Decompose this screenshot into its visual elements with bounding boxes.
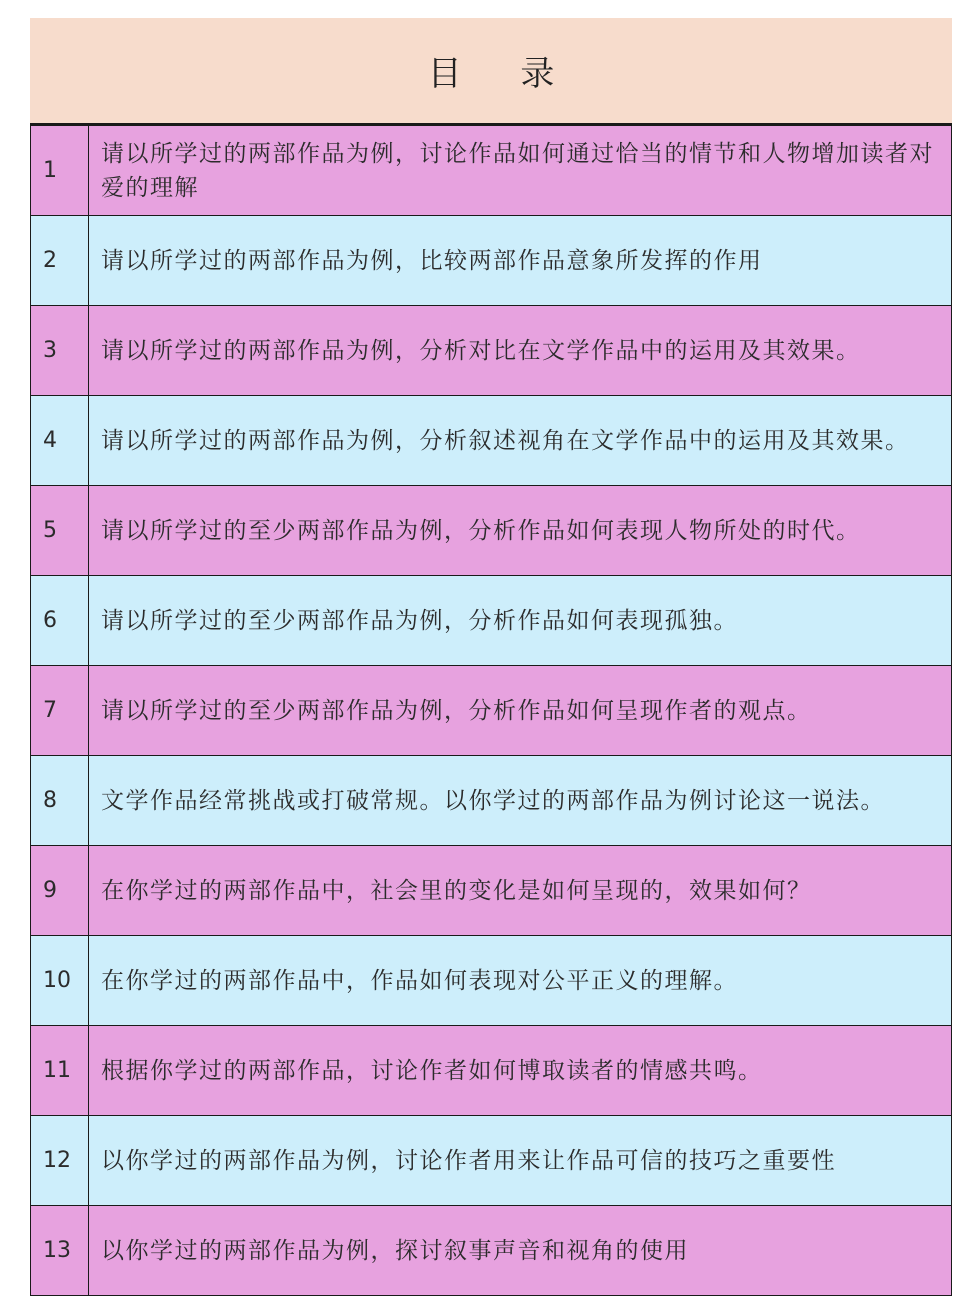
table-row xyxy=(31,1116,952,1206)
row-number: 5 xyxy=(31,486,89,576)
row-number: 6 xyxy=(31,576,89,666)
toc-header xyxy=(30,18,952,125)
row-number: 13 xyxy=(31,1206,89,1296)
table-row xyxy=(31,1026,952,1116)
table-row xyxy=(31,756,952,846)
row-number: 3 xyxy=(31,306,89,396)
toc-sheet xyxy=(30,18,952,1302)
row-text: 请以所学过的两部作品为例，分析叙述视角在文学作品中的运用及其效果。 xyxy=(89,396,952,486)
table-row xyxy=(31,1206,952,1296)
row-text: 请以所学过的至少两部作品为例，分析作品如何呈现作者的观点。 xyxy=(89,666,952,756)
row-text: 请以所学过的至少两部作品为例，分析作品如何表现人物所处的时代。 xyxy=(89,486,952,576)
table-row xyxy=(31,216,952,306)
row-number: 4 xyxy=(31,396,89,486)
row-number: 2 xyxy=(31,216,89,306)
row-text: 以你学过的两部作品为例，探讨叙事声音和视角的使用 xyxy=(89,1206,952,1296)
row-number: 10 xyxy=(31,936,89,1026)
table-row xyxy=(31,126,952,216)
table-row xyxy=(31,576,952,666)
table-row xyxy=(31,936,952,1026)
row-number: 8 xyxy=(31,756,89,846)
row-text: 以你学过的两部作品为例，讨论作者用来让作品可信的技巧之重要性 xyxy=(89,1116,952,1206)
row-number: 1 xyxy=(31,126,89,216)
toc-table xyxy=(30,125,952,1296)
table-row xyxy=(31,666,952,756)
row-number: 11 xyxy=(31,1026,89,1116)
row-number: 12 xyxy=(31,1116,89,1206)
row-text: 请以所学过的至少两部作品为例，分析作品如何表现孤独。 xyxy=(89,576,952,666)
row-text: 根据你学过的两部作品，讨论作者如何博取读者的情感共鸣。 xyxy=(89,1026,952,1116)
row-text: 请以所学过的两部作品为例，比较两部作品意象所发挥的作用 xyxy=(89,216,952,306)
row-number: 7 xyxy=(31,666,89,756)
table-row xyxy=(31,396,952,486)
row-text: 请以所学过的两部作品为例，讨论作品如何通过恰当的情节和人物增加读者对爱的理解 xyxy=(89,126,952,216)
table-row xyxy=(31,846,952,936)
row-text: 请以所学过的两部作品为例，分析对比在文学作品中的运用及其效果。 xyxy=(89,306,952,396)
table-row xyxy=(31,306,952,396)
row-text: 文学作品经常挑战或打破常规。以你学过的两部作品为例讨论这一说法。 xyxy=(89,756,952,846)
row-text: 在你学过的两部作品中，社会里的变化是如何呈现的，效果如何？ xyxy=(89,846,952,936)
row-number: 9 xyxy=(31,846,89,936)
row-text: 在你学过的两部作品中，作品如何表现对公平正义的理解。 xyxy=(89,936,952,1026)
page-title: 目 录 xyxy=(427,54,579,94)
table-row xyxy=(31,486,952,576)
